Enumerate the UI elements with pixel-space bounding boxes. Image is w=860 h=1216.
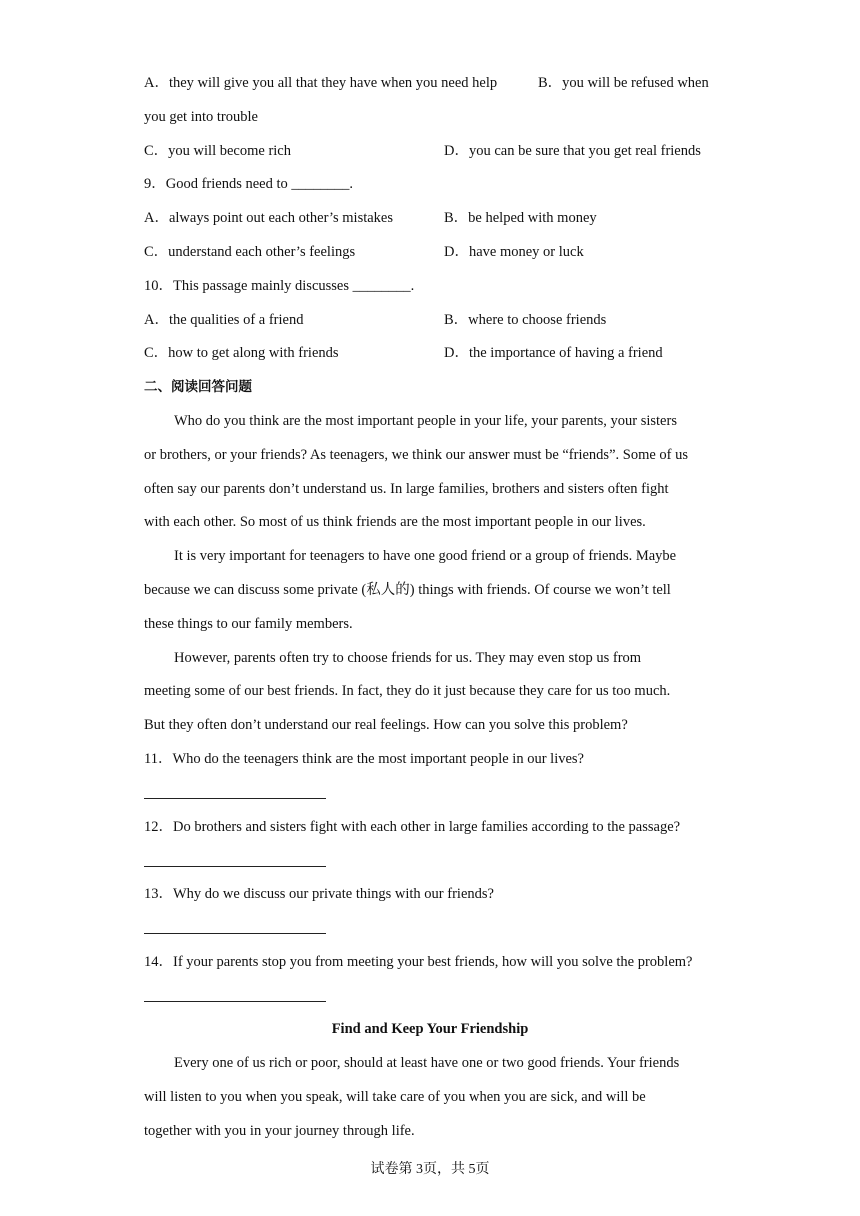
q11-stem: 11．Who do the teenagers think are the most important people in our lives? [144,751,584,767]
q9-option-c: C．understand each other’s feelings [144,244,356,260]
passage-title: Find and Keep Your Friendship [331,1021,529,1037]
q9-option-a: A．always point out each other’s mistakes [144,210,393,226]
q11-answer-blank[interactable] [144,798,326,799]
q8-option-c: C．you will become rich [144,143,291,159]
passage-line: will listen to you when you speak, will take care of you when you are sick, and will be [144,1089,646,1105]
q14-stem: 14．If your parents stop you from meeting your best friends, how will you solve the problem? [144,954,693,970]
passage-line: or brothers, or your friends? As teenagers, we think our answer must be “friends”. Some of us [144,447,689,463]
q8-option-d: D．you can be sure that you get real friends [444,143,701,159]
passage-line: because we can discuss some private (私人的) things with friends. Of course we won’t tell [144,582,671,598]
q8-option-b: B．you will be refused when [538,75,709,91]
passage-line: However, parents often try to choose friends for us. They may even stop us from [174,650,642,666]
q10-option-a: A．the qualities of a friend [144,312,304,328]
q12-answer-blank[interactable] [144,866,326,867]
passage-line: Who do you think are the most important people in your life, your parents, your sisters [174,413,677,429]
q10-option-c: C．how to get along with friends [144,345,339,361]
q13-answer-blank[interactable] [144,933,326,934]
passage-line: meeting some of our best friends. In fact, they do it just because they care for us too much. [144,683,671,699]
section-heading: 二、阅读回答问题 [144,379,252,395]
passage-line: It is very important for teenagers to have one good friend or a group of friends. Maybe [174,548,677,564]
q9-option-b: B．be helped with money [444,210,597,226]
q10-option-d: D．the importance of having a friend [444,345,663,361]
q9-stem: 9．Good friends need to ________. [144,176,354,192]
q9-option-d: D．have money or luck [444,244,584,260]
q12-stem: 12．Do brothers and sisters fight with each other in large families according to the passage? [144,819,681,835]
passage-line: with each other. So most of us think friends are the most important people in our lives. [144,514,646,530]
page-footer: 试卷第 3页，共 5页 [370,1162,490,1177]
passage-line: often say our parents don’t understand us. In large families, brothers and sisters often fight [144,481,669,497]
passage-line: But they often don’t understand our real feelings. How can you solve this problem? [144,717,628,733]
passage-line: together with you in your journey through life. [144,1123,415,1139]
q8-option-a: A．they will give you all that they have when you need help [144,75,498,91]
passage-line: these things to our family members. [144,616,353,632]
q8-option-b-continued: you get into trouble [144,109,258,125]
q13-stem: 13．Why do we discuss our private things with our friends? [144,886,494,902]
q10-option-b: B．where to choose friends [444,312,607,328]
q10-stem: 10．This passage mainly discusses ________. [144,278,415,294]
q14-answer-blank[interactable] [144,1001,326,1002]
passage-line: Every one of us rich or poor, should at least have one or two good friends. Your friends [174,1055,680,1071]
